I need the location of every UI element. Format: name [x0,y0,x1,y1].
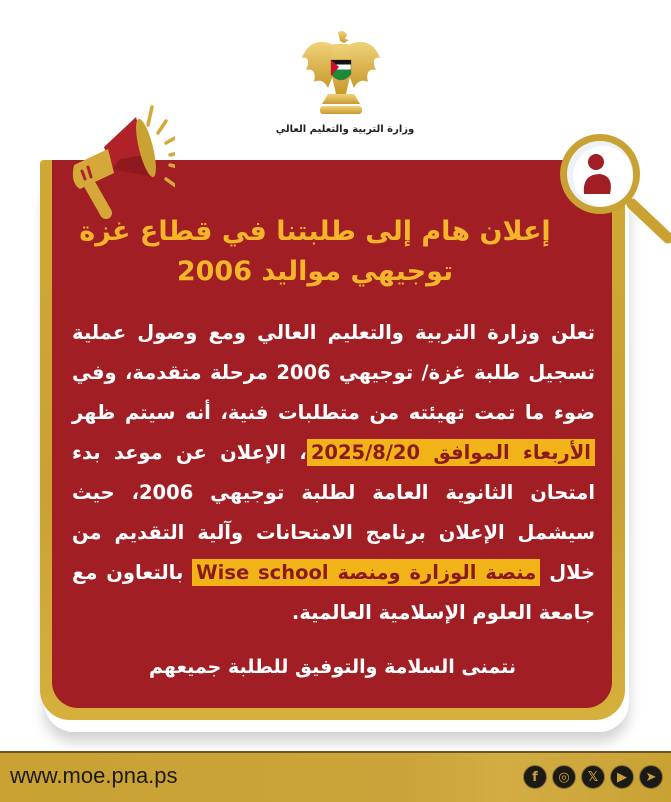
ministry-name: وزارة التربية والتعليم العالي [275,124,415,135]
highlighted-platforms: منصة الوزارة ومنصة Wise school [192,559,540,586]
social-icons [523,765,663,789]
facebook-icon[interactable]: f [523,765,547,789]
headline-line-1: إعلان هام إلى طلبتنا في قطاع غزة [79,216,551,247]
headline-line-2: توجيهي مواليد 2006 [176,256,454,287]
body-text-part-1: تعلن وزارة التربية والتعليم العالي ومع وصول عملية تسجيل طلبة غزة/ توجيهي 2006 مرحلة متقدمة، وفي ضوء ما تمت تهيئته من متطلبات فنية، أنه سيتم ظهر [72,321,595,424]
footer-bar [0,751,671,802]
instagram-icon[interactable]: ◎ [552,765,576,789]
closing-message: نتمنى السلامة والتوفيق للطلبة جميعهم [149,656,516,678]
website-link[interactable]: www.moe.pna.ps [10,763,178,788]
eagle-emblem-icon [300,28,382,120]
youtube-icon[interactable]: ▶ [610,765,634,789]
announcement-headline [60,212,570,292]
telegram-icon[interactable]: ➤ [639,765,663,789]
body-text-part-2: ، الإعلان عن موعد بدء امتحان الثانوية العامة لطلبة توجيهي 2006، حيث سيشمل الإعلان برنامج الامتحانات وآلية التقديم من خلال [72,441,596,584]
ministry-logo [270,28,420,148]
highlighted-date: الأربعاء الموافق 2025/8/20 [307,439,595,466]
megaphone-icon [30,103,175,223]
announcement-body [72,313,595,633]
body-text-part-3: بالتعاون مع جامعة العلوم الإسلامية العالمية. [72,561,595,624]
x-icon[interactable]: 𝕏 [581,765,605,789]
